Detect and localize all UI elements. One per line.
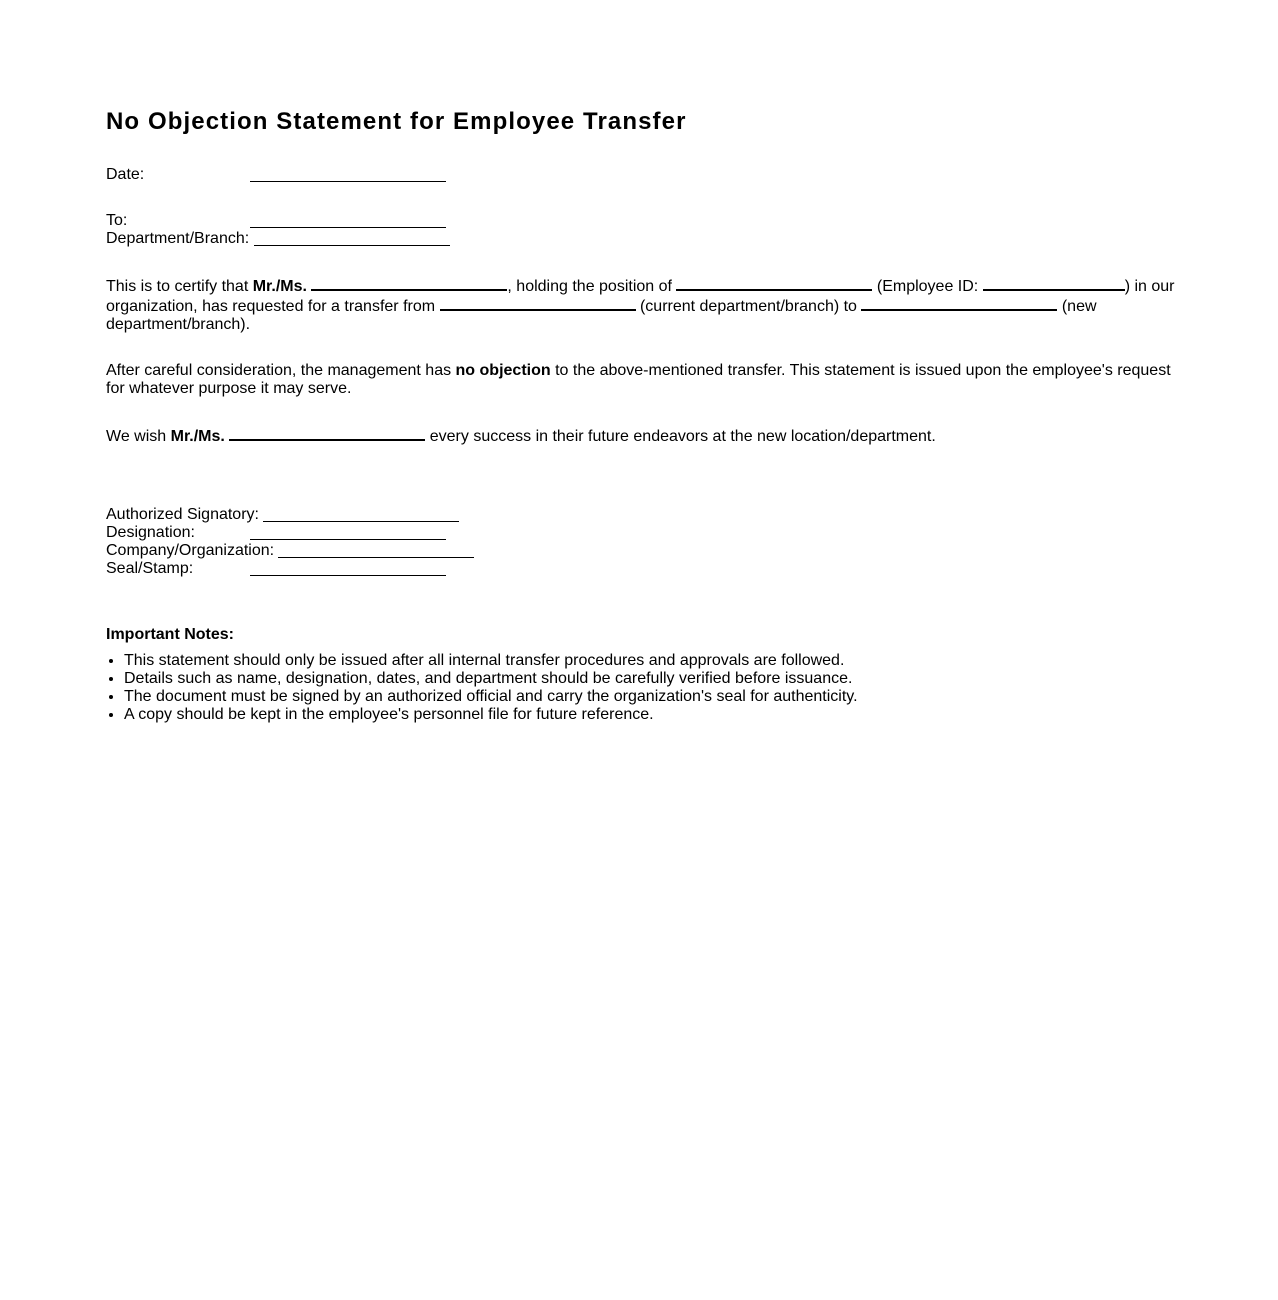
department-row [106, 230, 1178, 248]
wish-paragraph [106, 426, 1178, 446]
designation-blank [250, 524, 446, 540]
list-item: • A copy should be kept in the employee's personnel file for future reference. [124, 706, 1178, 724]
certify-text-5: (current department/branch) to [635, 298, 862, 315]
date-label: Date: [106, 166, 145, 183]
employee-id-blank [983, 276, 1125, 291]
company-row [106, 542, 1178, 560]
certify-text-4: ) in our organization, has requested for a transfer from [106, 278, 1175, 315]
to-blank [250, 212, 446, 228]
signatory-row [106, 506, 1178, 524]
certify-paragraph [106, 276, 1178, 334]
designation-label: Designation: [106, 524, 195, 541]
department-blank [254, 230, 450, 246]
date-blank [250, 166, 446, 182]
consideration-paragraph [106, 362, 1178, 398]
wish-text-2: every success in their future endeavors at the new location/department. [429, 428, 936, 445]
current-department-blank [440, 296, 636, 311]
position-blank [676, 276, 872, 291]
consideration-text-2: to the above-mentioned transfer. This statement is issued upon the employee's request for whatever purpose it may serve. [106, 362, 1171, 397]
wish-text-1: We wish [106, 428, 171, 445]
seal-blank [250, 560, 446, 576]
new-department-blank [861, 296, 1057, 311]
company-blank [278, 542, 474, 558]
certify-text-6: (new department/branch). [106, 298, 1097, 333]
to-label: To: [106, 212, 128, 229]
recipient-section [106, 212, 1178, 248]
consideration-text-1: After careful consideration, the management has [106, 362, 456, 379]
certify-mr-ms: Mr./Ms. [252, 278, 307, 295]
department-label: Department/Branch: [106, 230, 250, 247]
wish-name-blank [229, 426, 425, 441]
signature-section [106, 506, 1178, 578]
notes-list [106, 652, 1178, 724]
designation-row [106, 524, 1178, 542]
no-objection-bold: no objection [455, 362, 551, 379]
notes-section [106, 626, 1178, 724]
list-item: • The document must be signed by an authorized official and carry the organization's seal for authenticity. [124, 688, 1178, 706]
certify-text-3: (Employee ID: [872, 278, 983, 295]
date-section [106, 166, 1178, 184]
company-label: Company/Organization: [106, 542, 275, 559]
seal-label: Seal/Stamp: [106, 560, 194, 577]
list-item: • Details such as name, designation, dates, and department should be carefully verified before issuance. [124, 670, 1178, 688]
wish-mr-ms: Mr./Ms. [170, 428, 225, 445]
signatory-label: Authorized Signatory: [106, 506, 259, 523]
certify-text-2: , holding the position of [507, 278, 677, 295]
notes-title: Important Notes: [106, 626, 234, 643]
list-item: • This statement should only be issued after all internal transfer procedures and approvals are followed. [124, 652, 1178, 670]
to-row [106, 212, 1178, 230]
seal-row [106, 560, 1178, 578]
certify-text-1: This is to certify that [106, 278, 253, 295]
signatory-blank [263, 506, 459, 522]
employee-name-blank [311, 276, 507, 291]
date-row [106, 166, 1178, 184]
document-title: No Objection Statement for Employee Transfer [106, 108, 687, 135]
